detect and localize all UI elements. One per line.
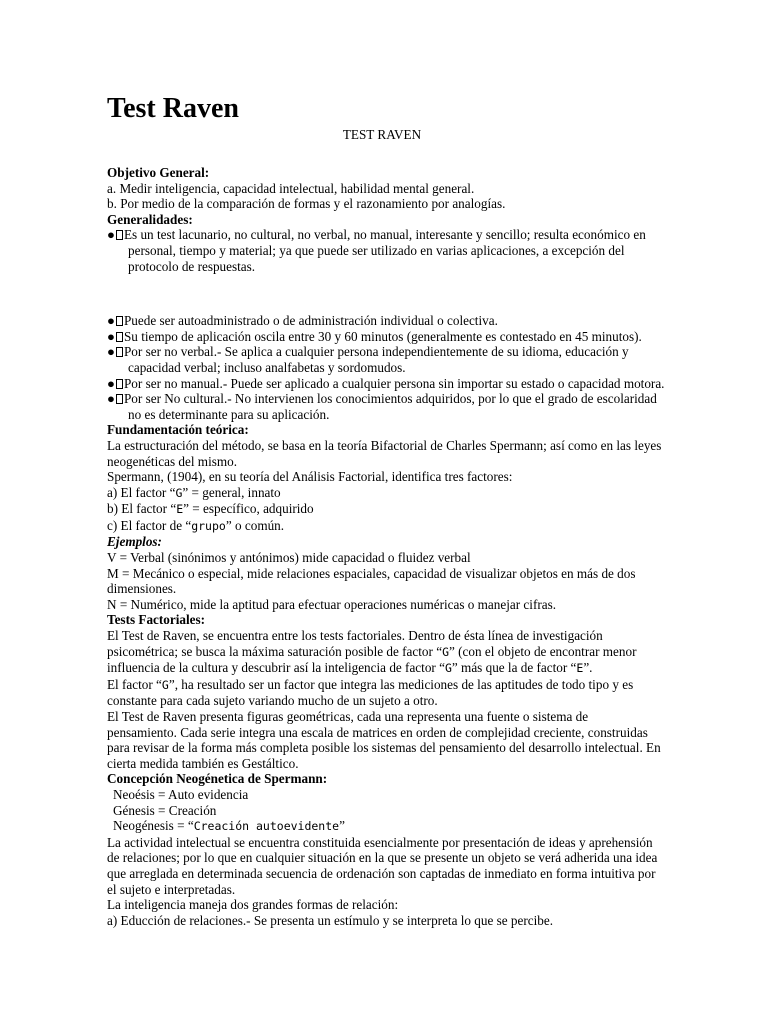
bullet-item [107, 313, 667, 329]
missing-glyph-icon [116, 230, 123, 240]
paragraph-line: La actividad intelectual se encuentra constituida esencialmente por presentación de ideas y aprehensión [107, 834, 653, 850]
missing-glyph-icon [116, 347, 123, 357]
text-run: ” = específico, adquirido [183, 501, 314, 517]
factor-line [107, 501, 667, 518]
spacer [107, 274, 667, 313]
text-run: ”. [583, 660, 593, 676]
bullet-text: Por ser no verbal.- Se aplica a cualquier persona independientemente de su idioma, educación y [123, 344, 629, 360]
paragraph-line: para revisar de la forma más completa posible los sistemas del pensamiento del desarrollo intelectual. En [107, 740, 661, 756]
paragraph-line: neogenéticas del mismo. [107, 453, 238, 469]
missing-glyph-icon [116, 316, 123, 326]
factor-symbol: E [576, 661, 584, 676]
bullet-text: Es un test lacunario, no cultural, no verbal, no manual, interesante y sencillo; resulta económico en [123, 227, 646, 243]
paragraph-line: el sujeto e interpretadas. [107, 881, 236, 897]
text-run: a) El factor “ [107, 484, 176, 500]
text-run: ” [339, 818, 345, 834]
paragraph-line: cierta medida también es Gestáltico. [107, 755, 299, 771]
text-run: b) El factor “ [107, 501, 177, 517]
bullet-icon: ● [107, 375, 115, 391]
paragraph-line: no es determinante para su aplicación. [128, 406, 330, 422]
text-run: influencia de la cultura y descubrir así la inteligencia de factor “ [107, 660, 445, 676]
section-heading: Ejemplos: [107, 534, 162, 550]
definition-line [107, 818, 667, 835]
bullet-item [107, 391, 667, 407]
paragraph-line: de relaciones; por lo que en cualquier situación en la que se presente un objeto se verá adherida una idea [107, 850, 658, 866]
paragraph-line: La estructuración del método, se basa en la teoría Bifactorial de Charles Spermann; así como en las leyes [107, 437, 662, 453]
definition-line: Génesis = Creación [113, 802, 217, 818]
paragraph-line: El Test de Raven presenta figuras geométricas, cada una representa una fuente o sistema de [107, 709, 589, 724]
paragraph-line [107, 677, 667, 694]
text-run: ” más que la de factor “ [451, 660, 577, 676]
paragraph-line: personal, tiempo y material; ya que puede ser utilizado en varias aplicaciones, a excepción del [128, 242, 625, 258]
bullet-text: Puede ser autoadministrado o de administración individual o colectiva. [123, 313, 498, 329]
section-heading: Concepción Neogénetica de Spermann: [107, 771, 328, 787]
bullet-item [107, 376, 667, 392]
paragraph-line [107, 644, 667, 661]
factor-line [107, 485, 667, 502]
section-heading: Tests Factoriales: [107, 612, 206, 628]
paragraph-line: Spermann, (1904), en su teoría del Análisis Factorial, identifica tres factores: [107, 469, 513, 485]
paragraph-line: a. Medir inteligencia, capacidad intelectual, habilidad mental general. [107, 180, 475, 196]
section-heading: Objetivo General: [107, 165, 210, 180]
bullet-item [107, 227, 667, 243]
factor-symbol: G [161, 677, 169, 692]
bullet-item [107, 329, 667, 345]
section-heading: Generalidades: [107, 211, 193, 227]
page-title: Test Raven [107, 93, 239, 124]
bullet-icon: ● [107, 344, 115, 360]
missing-glyph-icon [116, 332, 123, 342]
document-body [107, 165, 667, 928]
text-run: ” o común. [225, 517, 285, 533]
factor-symbol: G [444, 661, 452, 676]
paragraph-line: protocolo de respuestas. [128, 258, 256, 274]
bullet-icon: ● [107, 313, 115, 329]
document-subtitle [0, 127, 640, 143]
bullet-icon: ● [107, 328, 115, 344]
text-run: ”, ha resultado ser un factor que integra las mediciones de las aptitudes de todo tipo y es [168, 676, 634, 692]
bullet-item [107, 344, 667, 360]
factor-line [107, 518, 667, 535]
bullet-text: Por ser no manual.- Puede ser aplicado a cualquier persona sin importar su estado o capacidad motora. [123, 375, 665, 391]
section-heading: Fundamentación teórica: [107, 422, 249, 438]
missing-glyph-icon [116, 394, 123, 404]
bullet-icon: ● [107, 391, 115, 407]
paragraph-line: N = Numérico, mide la aptitud para efectuar operaciones numéricas o manejar cifras. [107, 596, 557, 612]
paragraph-line: V = Verbal (sinónimos y antónimos) mide capacidad o fluidez verbal [107, 550, 471, 566]
factor-symbol: grupo [191, 518, 226, 533]
text-run: Neogénesis = “ [113, 818, 194, 834]
text-run: El factor “ [107, 676, 162, 692]
factor-symbol: E [176, 502, 184, 517]
factor-symbol: G [175, 485, 183, 500]
paragraph-line: El Test de Raven, se encuentra entre los tests factoriales. Dentro de ésta línea de investigación [107, 628, 603, 644]
factor-symbol: G [442, 644, 449, 659]
missing-glyph-icon [116, 379, 123, 389]
text-run: ” = general, innato [182, 484, 281, 500]
paragraph-line: M = Mecánico o especial, mide relaciones espaciales, capacidad de visualizar objetos en más de dos [107, 565, 636, 581]
subtitle-text: TEST RAVEN [342, 127, 422, 142]
definition-symbol: Creación autoevidente [193, 819, 340, 834]
paragraph-line: dimensiones. [107, 581, 177, 597]
paragraph-line: constante para cada sujeto variando mucho de un sujeto a otro. [107, 693, 438, 709]
paragraph-line: La inteligencia maneja dos grandes formas de relación: [107, 897, 399, 913]
definition-line: Neoésis = Auto evidencia [113, 786, 249, 802]
text-run: psicométrica; se busca la máxima saturación posible de factor “ [107, 643, 443, 659]
bullet-icon: ● [107, 227, 115, 243]
bullet-text: Su tiempo de aplicación oscila entre 30 y 60 minutos (generalmente es contestado en 45 minutos). [123, 328, 642, 344]
paragraph-line [107, 660, 667, 677]
bullet-text: Por ser No cultural.- No intervienen los conocimientos adquiridos, por lo que el grado de escolaridad [123, 391, 657, 407]
text-run: c) El factor de “ [107, 517, 192, 533]
paragraph-line: b. Por medio de la comparación de formas y el razonamiento por analogías. [107, 196, 506, 212]
paragraph-line: a) Educción de relaciones.- Se presenta un estímulo y se interpreta lo que se percibe. [107, 912, 554, 928]
text-run: ” (con el objeto de encontrar menor [449, 643, 637, 659]
paragraph-line: capacidad verbal; incluso analfabetas y sordomudos. [128, 359, 406, 375]
paragraph-line: pensamiento. Cada serie integra una escala de matrices en orden de complejidad creciente, construidas [107, 724, 648, 740]
paragraph-line: que arreglada en determinada secuencia de ordenación son captadas de inmediato en forma intuitiva por [107, 865, 656, 881]
